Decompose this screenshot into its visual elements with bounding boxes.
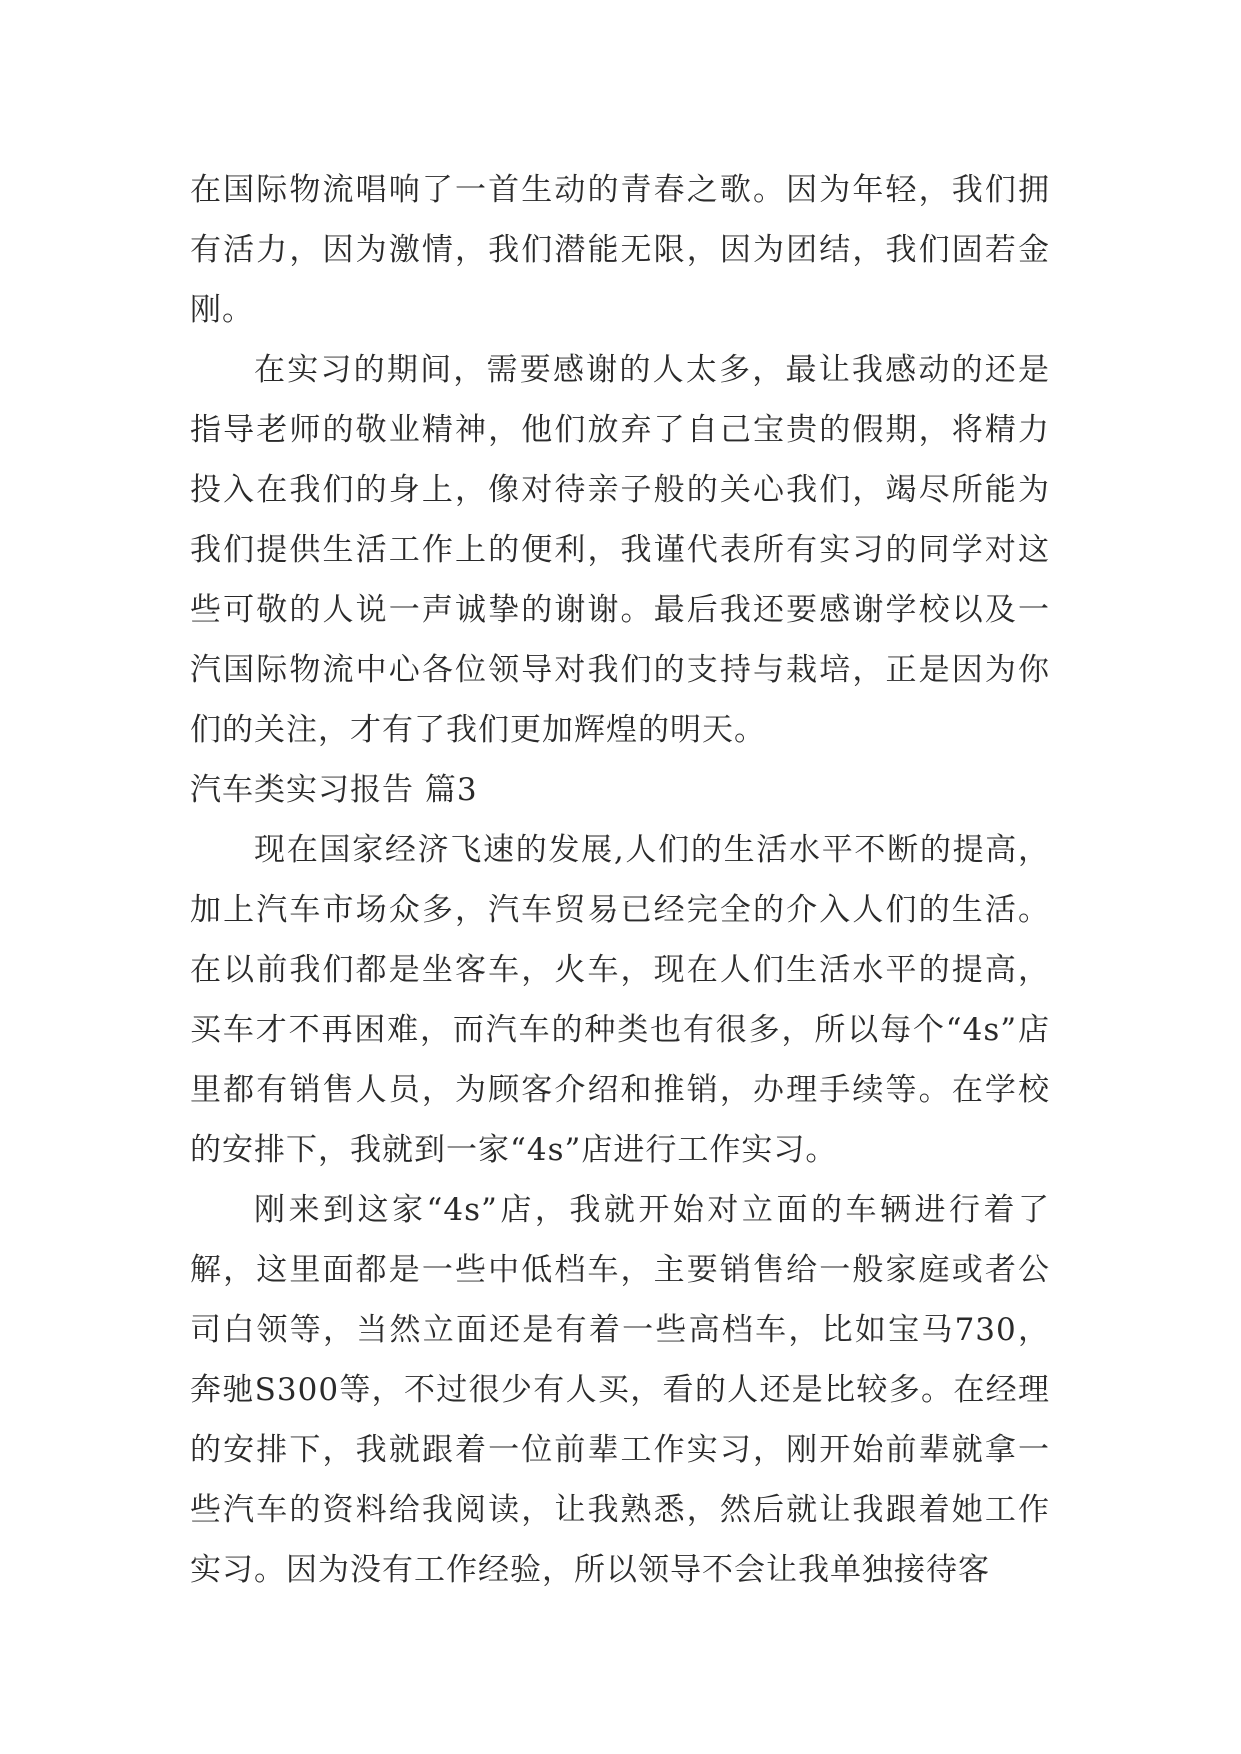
section-heading: 汽车类实习报告 篇3	[190, 772, 478, 808]
paragraph-gratitude: 在实习的期间，需要感谢的人太多，最让我感动的还是指导老师的敬业精神，他们放弃了自己宝贵的假期，将精力投入在我们的身上，像对待亲子般的关心我们，竭尽所能为我们提供生活工作上的便利，我谨代表所有实习的同学对这些可敬的人说一声诚挚的谢谢。最后我还要感谢学校以及一汽国际物流中心各位领导对我们的支持与栽培，正是因为你们的关注，才有了我们更加辉煌的明天。	[190, 352, 1050, 748]
paragraph-intro: 现在国家经济飞速的发展,人们的生活水平不断的提高，加上汽车市场众多，汽车贸易已经完全的介入人们的生活。在以前我们都是坐客车，火车，现在人们生活水平的提高，买车才不再困难，而汽车的种类也有很多，所以每个“4s”店里都有销售人员，为顾客介绍和推销，办理手续等。在学校的安排下，我就到一家“4s”店进行工作实习。	[190, 832, 1050, 1168]
document-body	[190, 160, 1050, 1600]
paragraph-store: 刚来到这家“4s”店，我就开始对立面的车辆进行着了解，这里面都是一些中低档车，主要销售给一般家庭或者公司白领等，当然立面还是有着一些高档车，比如宝马730，奔驰S300等，不过很少有人买，看的人还是比较多。在经理的安排下，我就跟着一位前辈工作实习，刚开始前辈就拿一些汽车的资料给我阅读，让我熟悉，然后就让我跟着她工作实习。因为没有工作经验，所以领导不会让我单独接待客	[190, 1192, 1050, 1588]
paragraph-continuation: 在国际物流唱响了一首生动的青春之歌。因为年轻，我们拥有活力，因为激情，我们潜能无限，因为团结，我们固若金刚。	[190, 172, 1050, 328]
